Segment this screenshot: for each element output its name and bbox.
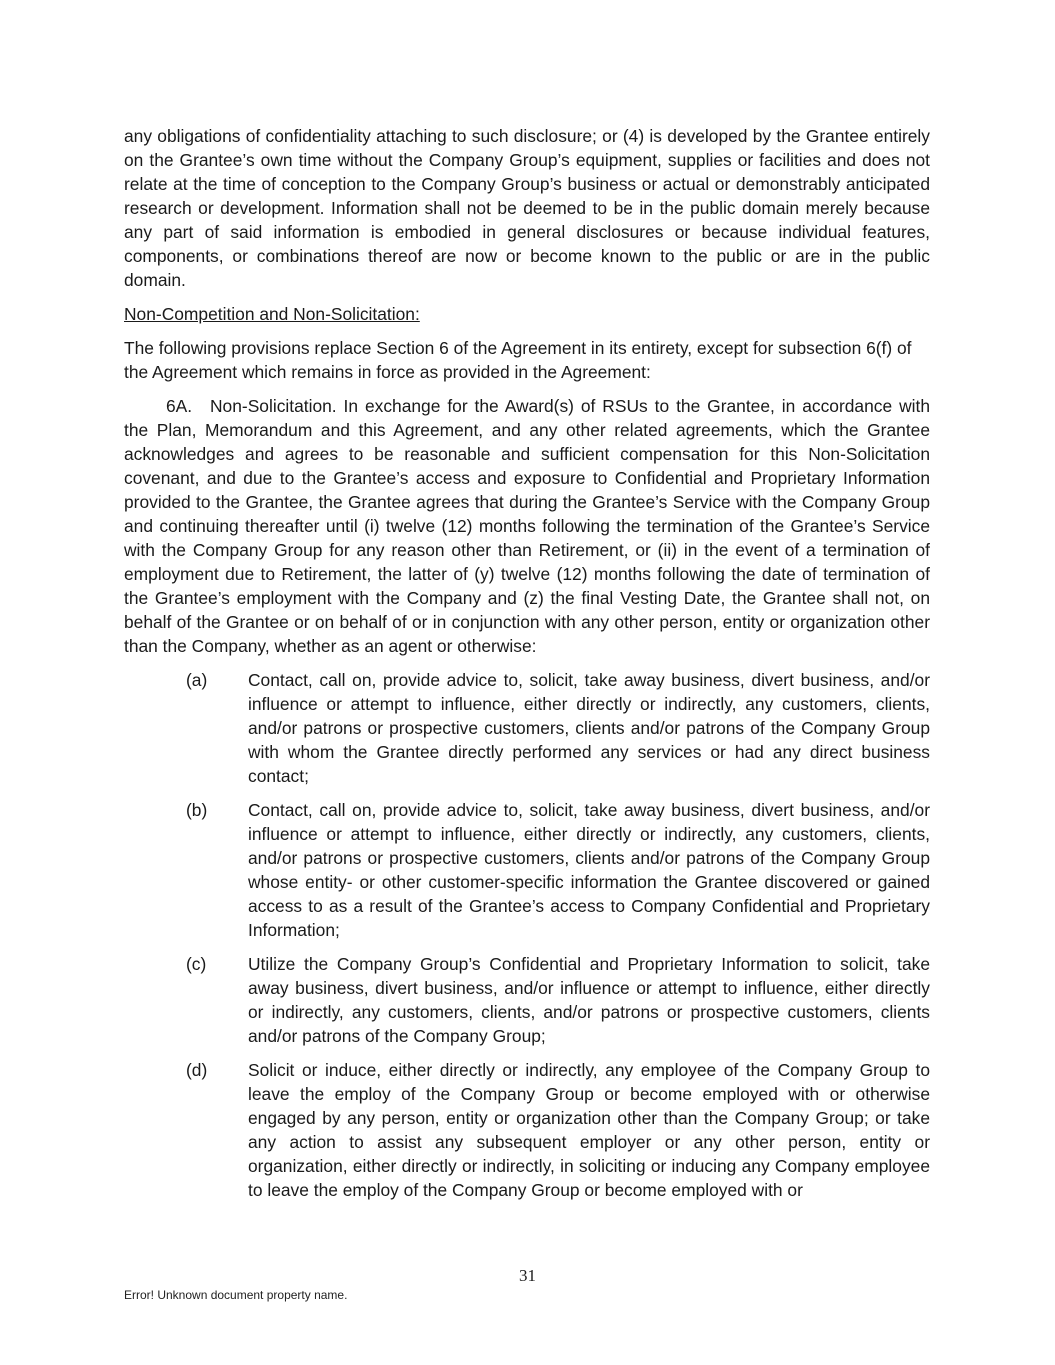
document-body <box>124 124 930 1212</box>
section-6a-text: Non-Solicitation. In exchange for the Award(s) of RSUs to the Grantee, in accordance with the Plan, Memorandum and this Agreement, and any other related agreements, which the Grantee acknowledges and agrees to be reasonable and sufficient compensation for this Non-Solicitation covenant, and due to the Grantee’s access and exposure to Confidential and Proprietary Information provided to the Grantee, the Grantee agrees that during the Grantee’s Service with the Company Group and continuing thereafter until (i) twelve (12) months following the termination of the Grantee’s Service with the Company Group for any reason other than Retirement, or (ii) in the event of a termination of employment due to Retirement, the latter of (y) twelve (12) months following the date of termination of the Grantee’s employment with the Company and (z) the final Vesting Date, the Grantee shall not, on behalf of the Grantee or on behalf of or in conjunction with any other person, entity or organization other than the Company, whether as an agent or otherwise: <box>124 396 930 656</box>
list-item-label: (b) <box>186 800 208 820</box>
section-6a-label: 6A. <box>166 396 193 416</box>
list-item-label: (c) <box>186 954 207 974</box>
list-item-text: Contact, call on, provide advice to, solicit, take away business, divert business, and/or influence or attempt to influence, either directly or indirectly, any customers, clients, and/or patrons or prospective customers, clients and/or patrons of the Company Group with whom the Grantee directly performed any services or had any direct business contact; <box>248 670 930 786</box>
list-item <box>124 1058 930 1202</box>
clause-list <box>124 668 930 1202</box>
list-item-text: Solicit or induce, either directly or indirectly, any employee of the Company Group to leave the employ of the Company Group or become employed with or otherwise engaged by any person, entity or organization other than the Company Group; or take any action to assist any subsequent employer or any other person, entity or organization, either directly or indirectly, in soliciting or inducing any Company employee to leave the employ of the Company Group or become employed with or <box>248 1060 930 1200</box>
page-number: 31 <box>519 1266 536 1285</box>
list-item-text: Utilize the Company Group’s Confidential and Proprietary Information to solicit, take away business, divert business, and/or influence or attempt to influence, either directly or indirectly, any customers, clients, and/or patrons or prospective customers, clients and/or patrons of the Company Group; <box>248 954 930 1046</box>
lead-paragraph: The following provisions replace Section 6 of the Agreement in its entirety, except for subsection 6(f) of the Agreement which remains in force as provided in the Agreement: <box>124 338 912 382</box>
list-item-label: (a) <box>186 670 208 690</box>
list-item <box>124 668 930 788</box>
list-item <box>124 798 930 942</box>
list-item-text: Contact, call on, provide advice to, solicit, take away business, divert business, and/or influence or attempt to influence, either directly or indirectly, any customers, clients, and/or patrons or prospective customers, clients and/or patrons of the Company Group whose entity- or other customer-specific information the Grantee discovered or gained access to as a result of the Grantee’s access to Company Confidential and Proprietary Information; <box>248 800 930 940</box>
list-item <box>124 952 930 1048</box>
list-item-label: (d) <box>186 1060 208 1080</box>
footer-note: Error! Unknown document property name. <box>124 1288 348 1302</box>
section-heading: Non-Competition and Non-Solicitation: <box>124 304 420 324</box>
intro-paragraph: any obligations of confidentiality attaching to such disclosure; or (4) is developed by the Grantee entirely on the Grantee’s own time without the Company Group’s equipment, supplies or facilities and does not relate at the time of conception to the Company Group’s business or actual or demonstrably anticipated research or development. Information shall not be deemed to be in the public domain merely because any part of said information is embodied in general disclosures or because individual features, components, or combinations thereof are now or become known to the public or are in the public domain. <box>124 126 930 290</box>
section-6a-paragraph <box>124 394 930 658</box>
